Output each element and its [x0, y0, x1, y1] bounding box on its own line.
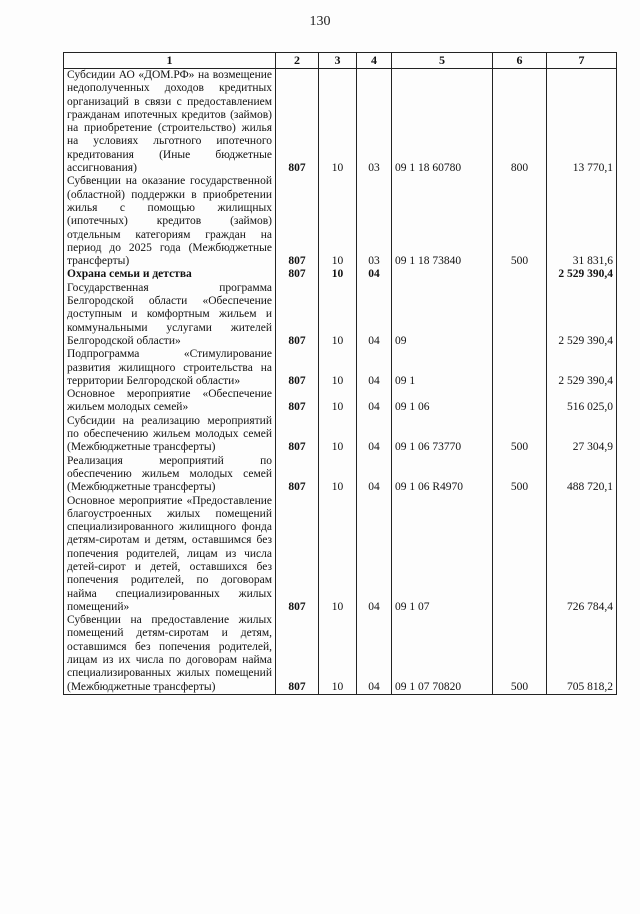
row-amount-cell: 13 770,1 [547, 69, 617, 176]
row-amount-cell: 488 720,1 [547, 455, 617, 495]
row-subsection-cell: 04 [357, 415, 392, 455]
row-subsection-cell: 04 [357, 282, 392, 348]
row-name-cell: Охрана семьи и детства [64, 268, 276, 281]
table-row [64, 69, 617, 176]
table-row [64, 268, 617, 281]
row-name-cell: Субвенции на оказание государственной (областной) поддержки в приобретении жилья с помощью жилищных (ипотечных) кредитов (займов) отдельным категориям граждан на период до 2025 года (Межбюджетные трансферты) [64, 175, 276, 268]
row-target-code-cell: 09 [392, 282, 493, 348]
row-expense-type-cell [493, 282, 547, 348]
table-row [64, 348, 617, 388]
row-expense-type-cell [493, 388, 547, 415]
row-section-cell: 10 [319, 348, 357, 388]
row-target-code-cell: 09 1 06 73770 [392, 415, 493, 455]
row-target-code-cell: 09 1 07 70820 [392, 614, 493, 694]
table-header-row [64, 53, 617, 69]
row-target-code-cell: 09 1 06 R4970 [392, 455, 493, 495]
row-grbs-cell: 807 [276, 268, 319, 281]
row-section-cell: 10 [319, 388, 357, 415]
row-amount-cell: 516 025,0 [547, 388, 617, 415]
row-grbs-cell: 807 [276, 614, 319, 694]
row-target-code-cell: 09 1 06 [392, 388, 493, 415]
row-name-cell: Субсидии на реализацию мероприятий по обеспечению жильем молодых семей (Межбюджетные трансферты) [64, 415, 276, 455]
table-row [64, 614, 617, 694]
row-expense-type-cell: 500 [493, 455, 547, 495]
row-target-code-cell: 09 1 18 73840 [392, 175, 493, 268]
row-target-code-cell: 09 1 [392, 348, 493, 388]
row-subsection-cell: 04 [357, 348, 392, 388]
row-subsection-cell: 03 [357, 175, 392, 268]
row-grbs-cell: 807 [276, 495, 319, 615]
row-subsection-cell: 04 [357, 495, 392, 615]
row-grbs-cell: 807 [276, 175, 319, 268]
row-amount-cell: 31 831,6 [547, 175, 617, 268]
row-expense-type-cell [493, 495, 547, 615]
row-subsection-cell: 04 [357, 388, 392, 415]
row-amount-cell: 2 529 390,4 [547, 282, 617, 348]
row-grbs-cell: 807 [276, 348, 319, 388]
table-row [64, 175, 617, 268]
row-expense-type-cell [493, 268, 547, 281]
table-row [64, 282, 617, 348]
row-section-cell: 10 [319, 175, 357, 268]
row-expense-type-cell: 500 [493, 175, 547, 268]
col-header-5: 5 [392, 53, 493, 69]
row-target-code-cell: 09 1 07 [392, 495, 493, 615]
row-grbs-cell: 807 [276, 415, 319, 455]
row-name-cell: Субвенции на предоставление жилых помещений детям-сиротам и детям, оставшимся без попечения родителей, лицам из их числа по договорам найма специализированных жилых помещений (Межбюджетные трансферты) [64, 614, 276, 694]
row-amount-cell: 27 304,9 [547, 415, 617, 455]
row-target-code-cell [392, 268, 493, 281]
row-name-cell: Государственная программа Белгородской области «Обеспечение доступным и комфортным жильем и коммунальными услугами жителей Белгородской области» [64, 282, 276, 348]
col-header-1: 1 [64, 53, 276, 69]
col-header-2: 2 [276, 53, 319, 69]
col-header-6: 6 [493, 53, 547, 69]
row-name-cell: Реализация мероприятий по обеспечению жильем молодых семей (Межбюджетные трансферты) [64, 455, 276, 495]
row-subsection-cell: 04 [357, 614, 392, 694]
row-grbs-cell: 807 [276, 282, 319, 348]
budget-table [63, 52, 617, 695]
row-name-cell: Подпрограмма «Стимулирование развития жилищного строительства на территории Белгородской области» [64, 348, 276, 388]
table-row [64, 495, 617, 615]
col-header-4: 4 [357, 53, 392, 69]
row-name-cell: Основное мероприятие «Предоставление благоустроенных жилых помещений специализированного жилищного фонда детям-сиротам и детям, оставшимся без попечения родителей, лицам из числа детей-сирот и детей, оставшихся без попечения родителей, по договорам найма специализированных жилых помещений» [64, 495, 276, 615]
row-subsection-cell: 04 [357, 268, 392, 281]
col-header-7: 7 [547, 53, 617, 69]
table-row [64, 415, 617, 455]
row-target-code-cell: 09 1 18 60780 [392, 69, 493, 176]
table-row [64, 455, 617, 495]
row-expense-type-cell [493, 348, 547, 388]
row-expense-type-cell: 800 [493, 69, 547, 176]
row-section-cell: 10 [319, 614, 357, 694]
row-section-cell: 10 [319, 495, 357, 615]
row-subsection-cell: 04 [357, 455, 392, 495]
row-amount-cell: 2 529 390,4 [547, 348, 617, 388]
row-expense-type-cell: 500 [493, 614, 547, 694]
col-header-3: 3 [319, 53, 357, 69]
row-section-cell: 10 [319, 282, 357, 348]
row-amount-cell: 726 784,4 [547, 495, 617, 615]
row-section-cell: 10 [319, 69, 357, 176]
row-grbs-cell: 807 [276, 455, 319, 495]
row-grbs-cell: 807 [276, 69, 319, 176]
row-grbs-cell: 807 [276, 388, 319, 415]
table-row [64, 388, 617, 415]
row-section-cell: 10 [319, 455, 357, 495]
row-name-cell: Основное мероприятие «Обеспечение жильем молодых семей» [64, 388, 276, 415]
row-amount-cell: 2 529 390,4 [547, 268, 617, 281]
row-name-cell: Субсидии АО «ДОМ.РФ» на возмещение недополученных доходов кредитных организаций в связи с предоставлением гражданам ипотечных кредитов (займов) на приобретение (строительство) жилья на условиях льготного ипотечного кредитования (Иные бюджетные ассигнования) [64, 69, 276, 176]
row-expense-type-cell: 500 [493, 415, 547, 455]
row-subsection-cell: 03 [357, 69, 392, 176]
row-section-cell: 10 [319, 268, 357, 281]
row-amount-cell: 705 818,2 [547, 614, 617, 694]
page-number: 130 [309, 14, 331, 29]
row-section-cell: 10 [319, 415, 357, 455]
